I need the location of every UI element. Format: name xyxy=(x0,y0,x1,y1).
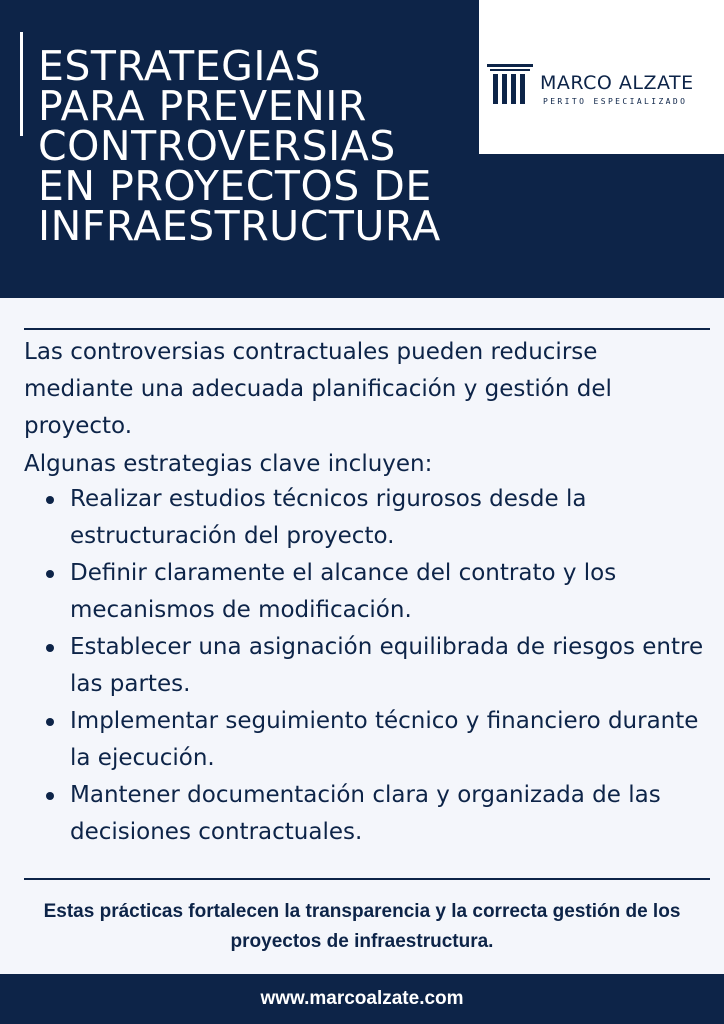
lead-sentence: Algunas estrategias clave incluyen: xyxy=(24,451,433,477)
title-accent-bar xyxy=(20,32,23,136)
strategy-text: Definir claramente el alcance del contrato y los mecanismos de modificación. xyxy=(70,560,617,623)
list-item xyxy=(24,703,714,777)
column-pillar-icon xyxy=(485,62,535,108)
bullet-icon xyxy=(46,792,54,800)
divider-bottom xyxy=(24,878,710,880)
list-item xyxy=(24,777,714,851)
strategy-list xyxy=(24,481,714,851)
strategy-text: Implementar seguimiento técnico y financiero durante la ejecución. xyxy=(70,708,699,771)
bullet-icon xyxy=(46,718,54,726)
closing-statement: Estas prácticas fortalecen la transparencia y la correcta gestión de los proyectos de infraestructura. xyxy=(43,901,681,952)
list-item xyxy=(24,481,714,555)
list-item xyxy=(24,555,714,629)
website-link[interactable]: www.marcoalzate.com xyxy=(260,988,464,1009)
divider-top xyxy=(24,328,710,330)
footer-bar xyxy=(0,974,724,1024)
logo-name: MARCO ALZATE xyxy=(540,72,694,94)
bullet-icon xyxy=(46,496,54,504)
logo-tagline: PERITO ESPECIALIZADO xyxy=(543,97,688,106)
bullet-icon xyxy=(46,570,54,578)
logo-box xyxy=(479,0,724,154)
strategy-text: Realizar estudios técnicos rigurosos desde la estructuración del proyecto. xyxy=(70,486,587,549)
list-item xyxy=(24,629,714,703)
strategy-text: Mantener documentación clara y organizada de las decisiones contractuales. xyxy=(70,782,661,845)
intro-paragraph: Las controversias contractuales pueden reducirse mediante una adecuada planificación y gestión del proyecto. xyxy=(24,339,612,439)
bullet-icon xyxy=(46,644,54,652)
page-title: ESTRATEGIAS PARA PREVENIR CONTROVERSIAS EN PROYECTOS DE INFRAESTRUCTURA xyxy=(38,42,441,250)
strategy-text: Establecer una asignación equilibrada de riesgos entre las partes. xyxy=(70,634,704,697)
